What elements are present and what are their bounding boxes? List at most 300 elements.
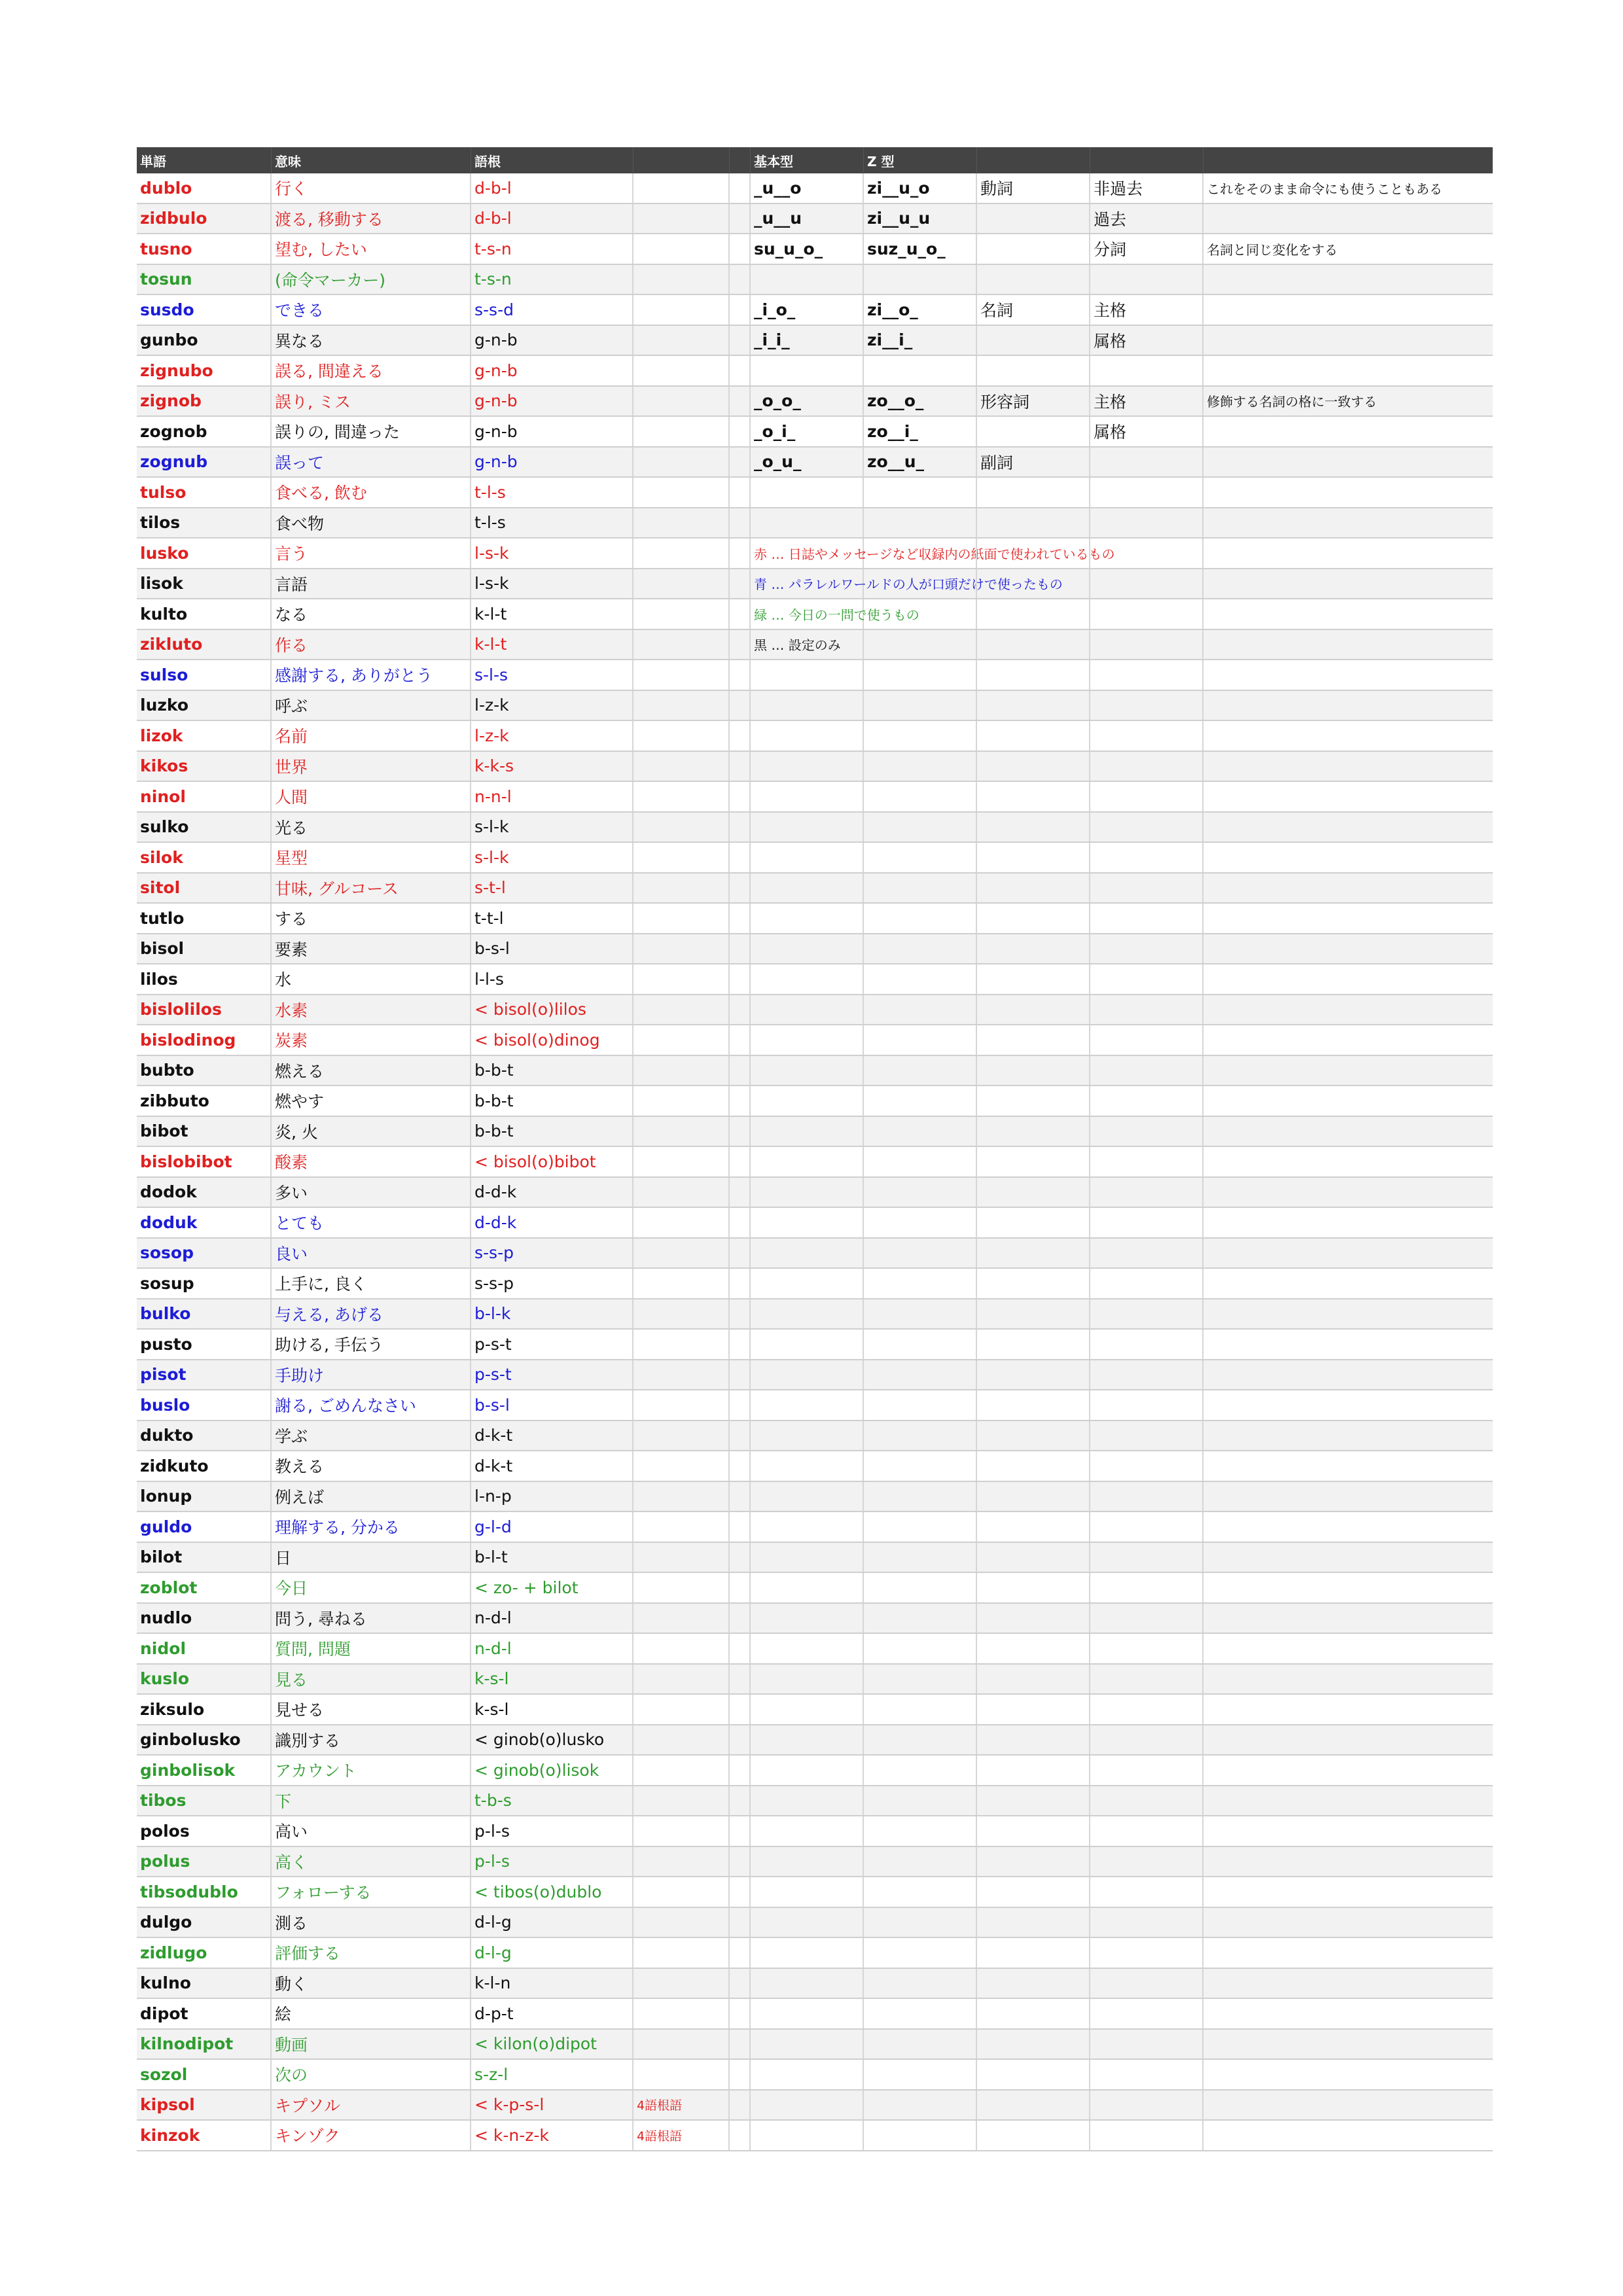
table-row — [137, 1056, 1493, 1087]
part-of-speech-cell — [977, 265, 1090, 294]
basic-form-cell — [751, 1786, 864, 1816]
part-of-speech-cell — [977, 1725, 1090, 1755]
remark-cell — [1204, 2030, 1493, 2059]
table-row — [137, 234, 1493, 265]
inflection-cell — [1090, 569, 1204, 599]
spacer-cell — [730, 995, 751, 1025]
word-cell: ginbolisok — [137, 1756, 272, 1785]
z-form-cell — [864, 1299, 977, 1329]
table-row — [137, 1360, 1493, 1391]
z-form-cell — [864, 1269, 977, 1298]
remark-cell — [1204, 599, 1493, 629]
z-form-cell — [864, 1604, 977, 1633]
spacer-cell — [730, 1847, 751, 1877]
table-row — [137, 1299, 1493, 1330]
note-cell — [633, 1816, 730, 1846]
meaning-cell: 渡る, 移動する — [272, 204, 471, 234]
word-cell: lizok — [137, 721, 272, 751]
inflection-cell: 非過去 — [1090, 173, 1204, 203]
note-cell — [633, 782, 730, 811]
table-row — [137, 1634, 1493, 1665]
spacer-cell — [730, 1269, 751, 1298]
root-cell: k-l-n — [471, 1969, 633, 1998]
meaning-cell: 見る — [272, 1665, 471, 1694]
z-form-cell — [864, 904, 977, 933]
root-cell: b-l-t — [471, 1543, 633, 1572]
z-form-cell — [864, 660, 977, 690]
inflection-cell: 主格 — [1090, 295, 1204, 325]
remark-cell — [1204, 2060, 1493, 2089]
table-row — [137, 387, 1493, 417]
z-form-cell — [864, 1421, 977, 1451]
part-of-speech-cell — [977, 660, 1090, 690]
note-cell — [633, 1117, 730, 1146]
basic-form-cell — [751, 2060, 864, 2089]
meaning-cell: 誤る, 間違える — [272, 356, 471, 385]
table-row — [137, 1999, 1493, 2030]
meaning-cell: フォローする — [272, 1877, 471, 1907]
word-cell: zibbuto — [137, 1086, 272, 1116]
remark-cell — [1204, 1908, 1493, 1937]
meaning-cell: 水 — [272, 964, 471, 994]
inflection-cell: 属格 — [1090, 326, 1204, 355]
spacer-cell — [730, 173, 751, 203]
basic-form-cell — [751, 1665, 864, 1694]
basic-form-cell — [751, 1299, 864, 1329]
meaning-cell: 水素 — [272, 995, 471, 1025]
inflection-cell — [1090, 1056, 1204, 1086]
table-row — [137, 1239, 1493, 1269]
spacer-cell — [730, 813, 751, 842]
remark-cell — [1204, 1269, 1493, 1298]
remark-cell — [1204, 1512, 1493, 1542]
table-row — [137, 782, 1493, 813]
basic-form-cell — [751, 1816, 864, 1846]
inflection-cell — [1090, 1360, 1204, 1390]
meaning-cell: する — [272, 904, 471, 933]
root-cell: < zo- + bilot — [471, 1573, 633, 1602]
note-cell — [633, 569, 730, 599]
remark-cell — [1204, 813, 1493, 842]
inflection-cell — [1090, 1086, 1204, 1116]
part-of-speech-cell — [977, 1451, 1090, 1481]
root-cell: k-s-l — [471, 1665, 633, 1694]
part-of-speech-cell — [977, 1634, 1090, 1663]
root-cell: k-l-t — [471, 630, 633, 660]
remark-cell — [1204, 721, 1493, 751]
remark-cell — [1204, 1725, 1493, 1755]
basic-form-cell — [751, 782, 864, 811]
remark-cell — [1204, 691, 1493, 720]
inflection-cell — [1090, 1847, 1204, 1877]
basic-form-cell: _i_i_ — [751, 326, 864, 355]
table-row — [137, 1269, 1493, 1299]
basic-form-cell — [751, 1908, 864, 1937]
word-cell: ginbolusko — [137, 1725, 272, 1755]
meaning-cell: 炭素 — [272, 1025, 471, 1055]
basic-form-cell — [751, 1025, 864, 1055]
part-of-speech-cell — [977, 326, 1090, 355]
word-cell: polus — [137, 1847, 272, 1877]
word-cell: sozol — [137, 2060, 272, 2089]
spacer-cell — [730, 782, 751, 811]
basic-form-cell — [751, 1360, 864, 1390]
meaning-cell: 手助け — [272, 1360, 471, 1390]
note-cell — [633, 2030, 730, 2059]
part-of-speech-cell — [977, 2121, 1090, 2150]
z-form-cell — [864, 1482, 977, 1511]
meaning-cell: 言う — [272, 539, 471, 568]
basic-form-cell — [751, 752, 864, 781]
remark-cell — [1204, 1816, 1493, 1846]
spacer-cell — [730, 1147, 751, 1176]
root-cell: n-d-l — [471, 1604, 633, 1633]
note-cell — [633, 964, 730, 994]
word-cell: dodok — [137, 1178, 272, 1207]
basic-form-cell: _u__o — [751, 173, 864, 203]
inflection-cell — [1090, 1573, 1204, 1602]
root-cell: n-d-l — [471, 1634, 633, 1663]
meaning-cell: 要素 — [272, 934, 471, 964]
root-cell: t-b-s — [471, 1786, 633, 1816]
table-row — [137, 1543, 1493, 1574]
inflection-cell — [1090, 843, 1204, 872]
meaning-cell: 下 — [272, 1786, 471, 1816]
z-form-cell — [864, 1786, 977, 1816]
spacer-cell — [730, 417, 751, 446]
note-cell — [633, 326, 730, 355]
word-cell: bislolilos — [137, 995, 272, 1025]
word-cell: pisot — [137, 1360, 272, 1390]
basic-form-cell — [751, 1451, 864, 1481]
word-cell: bislodinog — [137, 1025, 272, 1055]
note-cell — [633, 1390, 730, 1420]
part-of-speech-cell — [977, 782, 1090, 811]
spacer-cell — [730, 1938, 751, 1968]
table-row — [137, 508, 1493, 539]
z-form-cell — [864, 2121, 977, 2150]
z-form-cell: zo__o_ — [864, 387, 977, 416]
meaning-cell: 絵 — [272, 1999, 471, 2028]
inflection-cell — [1090, 2121, 1204, 2150]
part-of-speech-cell — [977, 964, 1090, 994]
z-form-cell — [864, 569, 977, 599]
header-z-form: Z 型 — [864, 147, 977, 173]
basic-form-cell — [751, 1330, 864, 1359]
root-cell: d-p-t — [471, 1999, 633, 2028]
root-cell: l-l-s — [471, 964, 633, 994]
note-cell: 4語根語 — [633, 2091, 730, 2120]
basic-form-cell: _o_i_ — [751, 417, 864, 446]
basic-form-cell — [751, 1543, 864, 1572]
spacer-cell — [730, 539, 751, 568]
note-cell — [633, 599, 730, 629]
root-cell: g-n-b — [471, 326, 633, 355]
table-row — [137, 1512, 1493, 1543]
meaning-cell: 見せる — [272, 1695, 471, 1724]
word-cell: zikluto — [137, 630, 272, 660]
header-basic-form: 基本型 — [751, 147, 864, 173]
basic-form-cell: _i_o_ — [751, 295, 864, 325]
word-cell: tulso — [137, 478, 272, 507]
z-form-cell — [864, 1665, 977, 1694]
basic-form-cell — [751, 1147, 864, 1176]
root-cell: d-l-g — [471, 1908, 633, 1937]
remark-cell — [1204, 964, 1493, 994]
note-cell — [633, 904, 730, 933]
part-of-speech-cell — [977, 1025, 1090, 1055]
spacer-cell — [730, 234, 751, 264]
basic-form-cell — [751, 1482, 864, 1511]
root-cell: s-l-k — [471, 813, 633, 842]
part-of-speech-cell — [977, 1330, 1090, 1359]
spacer-cell — [730, 1665, 751, 1694]
word-cell: sitol — [137, 874, 272, 903]
part-of-speech-cell — [977, 1604, 1090, 1633]
meaning-cell: できる — [272, 295, 471, 325]
remark-cell — [1204, 1847, 1493, 1877]
basic-form-cell — [751, 1208, 864, 1237]
spacer-cell — [730, 265, 751, 294]
root-cell: b-b-t — [471, 1117, 633, 1146]
remark-cell — [1204, 995, 1493, 1025]
inflection-cell — [1090, 752, 1204, 781]
root-cell: n-n-l — [471, 782, 633, 811]
spacer-cell — [730, 964, 751, 994]
basic-form-cell — [751, 813, 864, 842]
spacer-cell — [730, 1421, 751, 1451]
table-row — [137, 1665, 1493, 1695]
basic-form-cell — [751, 995, 864, 1025]
note-cell — [633, 1877, 730, 1907]
note-cell — [633, 539, 730, 568]
word-cell: kinzok — [137, 2121, 272, 2150]
spacer-cell — [730, 1816, 751, 1846]
word-cell: kulno — [137, 1969, 272, 1998]
meaning-cell: 上手に, 良く — [272, 1269, 471, 1298]
basic-form-cell — [751, 1604, 864, 1633]
part-of-speech-cell — [977, 539, 1090, 568]
note-cell — [633, 1969, 730, 1998]
part-of-speech-cell: 形容詞 — [977, 387, 1090, 416]
meaning-cell: 星型 — [272, 843, 471, 872]
word-cell: luzko — [137, 691, 272, 720]
table-row — [137, 2091, 1493, 2121]
word-cell: kilnodipot — [137, 2030, 272, 2059]
remark-cell — [1204, 508, 1493, 538]
header-word: 単語 — [137, 147, 272, 173]
table-row — [137, 478, 1493, 508]
table-row — [137, 964, 1493, 995]
spacer-cell — [730, 1117, 751, 1146]
meaning-cell: 食べる, 飲む — [272, 478, 471, 507]
word-cell: sulso — [137, 660, 272, 690]
inflection-cell — [1090, 1390, 1204, 1420]
table-row — [137, 1025, 1493, 1056]
spacer-cell — [730, 752, 751, 781]
meaning-cell: 学ぶ — [272, 1421, 471, 1451]
inflection-cell — [1090, 1421, 1204, 1451]
word-cell: pusto — [137, 1330, 272, 1359]
table-body — [137, 173, 1493, 2151]
remark-cell — [1204, 1390, 1493, 1420]
root-cell: < k-p-s-l — [471, 2091, 633, 2120]
note-cell — [633, 1269, 730, 1298]
note-cell — [633, 1421, 730, 1451]
part-of-speech-cell — [977, 356, 1090, 385]
meaning-cell: 評価する — [272, 1938, 471, 1968]
note-cell — [633, 813, 730, 842]
z-form-cell — [864, 508, 977, 538]
spacer-cell — [730, 1451, 751, 1481]
z-form-cell — [864, 1908, 977, 1937]
spacer-cell — [730, 1877, 751, 1907]
root-cell: s-s-p — [471, 1239, 633, 1268]
part-of-speech-cell — [977, 721, 1090, 751]
remark-cell — [1204, 874, 1493, 903]
part-of-speech-cell — [977, 1086, 1090, 1116]
z-form-cell — [864, 934, 977, 964]
part-of-speech-cell: 名詞 — [977, 295, 1090, 325]
table-row — [137, 356, 1493, 387]
inflection-cell — [1090, 1482, 1204, 1511]
z-form-cell — [864, 539, 977, 568]
z-form-cell — [864, 1969, 977, 1998]
part-of-speech-cell — [977, 843, 1090, 872]
remark-cell — [1204, 326, 1493, 355]
header-row — [137, 147, 1493, 173]
word-cell: kipsol — [137, 2091, 272, 2120]
header-root: 語根 — [471, 147, 633, 173]
basic-form-cell — [751, 1269, 864, 1298]
inflection-cell — [1090, 1025, 1204, 1055]
spacer-cell — [730, 691, 751, 720]
basic-form-cell — [751, 265, 864, 294]
basic-form-cell — [751, 660, 864, 690]
word-cell: zignubo — [137, 356, 272, 385]
remark-cell — [1204, 1999, 1493, 2028]
root-cell: < bisol(o)bibot — [471, 1147, 633, 1176]
table-row — [137, 630, 1493, 661]
remark-cell — [1204, 1786, 1493, 1816]
basic-form-cell — [751, 1421, 864, 1451]
root-cell: b-s-l — [471, 1390, 633, 1420]
inflection-cell — [1090, 1665, 1204, 1694]
meaning-cell: 燃やす — [272, 1086, 471, 1116]
note-cell — [633, 417, 730, 446]
inflection-cell: 過去 — [1090, 204, 1204, 234]
remark-cell — [1204, 1147, 1493, 1176]
inflection-cell — [1090, 1695, 1204, 1724]
word-cell: ziksulo — [137, 1695, 272, 1724]
note-cell — [633, 1725, 730, 1755]
remark-cell — [1204, 265, 1493, 294]
z-form-cell — [864, 1543, 977, 1572]
inflection-cell — [1090, 782, 1204, 811]
basic-form-cell: _o_o_ — [751, 387, 864, 416]
meaning-cell: 問う, 尋ねる — [272, 1604, 471, 1633]
root-cell: g-n-b — [471, 356, 633, 385]
z-form-cell — [864, 752, 977, 781]
table-row — [137, 1330, 1493, 1360]
table-row — [137, 843, 1493, 874]
spacer-cell — [730, 1512, 751, 1542]
basic-form-cell: _u__u — [751, 204, 864, 234]
part-of-speech-cell — [977, 1178, 1090, 1207]
meaning-cell: 感謝する, ありがとう — [272, 660, 471, 690]
root-cell: s-z-l — [471, 2060, 633, 2089]
note-cell — [633, 2060, 730, 2089]
basic-form-cell — [751, 1056, 864, 1086]
legend-text: 赤 … 日誌やメッセージなど収録内の紙面で使われているもの — [751, 539, 864, 568]
inflection-cell — [1090, 995, 1204, 1025]
table-row — [137, 1451, 1493, 1482]
root-cell: l-s-k — [471, 539, 633, 568]
part-of-speech-cell — [977, 752, 1090, 781]
z-form-cell — [864, 1847, 977, 1877]
note-cell — [633, 934, 730, 964]
z-form-cell — [864, 1086, 977, 1116]
meaning-cell: 次の — [272, 2060, 471, 2089]
root-cell: d-b-l — [471, 173, 633, 203]
table-row — [137, 904, 1493, 934]
spacer-cell — [730, 1695, 751, 1724]
inflection-cell — [1090, 1147, 1204, 1176]
word-cell: nidol — [137, 1634, 272, 1663]
z-form-cell — [864, 1117, 977, 1146]
part-of-speech-cell — [977, 1512, 1090, 1542]
spacer-cell — [730, 660, 751, 690]
word-cell: gunbo — [137, 326, 272, 355]
inflection-cell: 属格 — [1090, 417, 1204, 446]
z-form-cell — [864, 1512, 977, 1542]
meaning-cell: 行く — [272, 173, 471, 203]
root-cell: g-n-b — [471, 417, 633, 446]
remark-cell — [1204, 204, 1493, 234]
remark-cell — [1204, 1695, 1493, 1724]
root-cell: < bisol(o)lilos — [471, 995, 633, 1025]
word-cell: kulto — [137, 599, 272, 629]
meaning-cell: 今日 — [272, 1573, 471, 1602]
z-form-cell — [864, 599, 977, 629]
z-form-cell — [864, 1239, 977, 1268]
remark-cell — [1204, 1299, 1493, 1329]
part-of-speech-cell — [977, 1999, 1090, 2028]
inflection-cell — [1090, 630, 1204, 660]
table-row — [137, 752, 1493, 783]
word-cell: tibsodublo — [137, 1877, 272, 1907]
table-row — [137, 1117, 1493, 1148]
note-cell — [633, 1543, 730, 1572]
remark-cell — [1204, 1056, 1493, 1086]
inflection-cell — [1090, 1938, 1204, 1968]
note-cell — [633, 1999, 730, 2028]
meaning-cell: キプソル — [272, 2091, 471, 2120]
remark-cell — [1204, 1877, 1493, 1907]
word-cell: lusko — [137, 539, 272, 568]
meaning-cell: 燃える — [272, 1056, 471, 1086]
spacer-cell — [730, 1969, 751, 1998]
z-form-cell: zi__i_ — [864, 326, 977, 355]
header-spacer — [730, 147, 751, 173]
meaning-cell: 理解する, 分かる — [272, 1512, 471, 1542]
part-of-speech-cell — [977, 1665, 1090, 1694]
note-cell — [633, 1938, 730, 1968]
inflection-cell — [1090, 1269, 1204, 1298]
remark-cell — [1204, 2121, 1493, 2150]
word-cell: zidkuto — [137, 1451, 272, 1481]
part-of-speech-cell — [977, 995, 1090, 1025]
